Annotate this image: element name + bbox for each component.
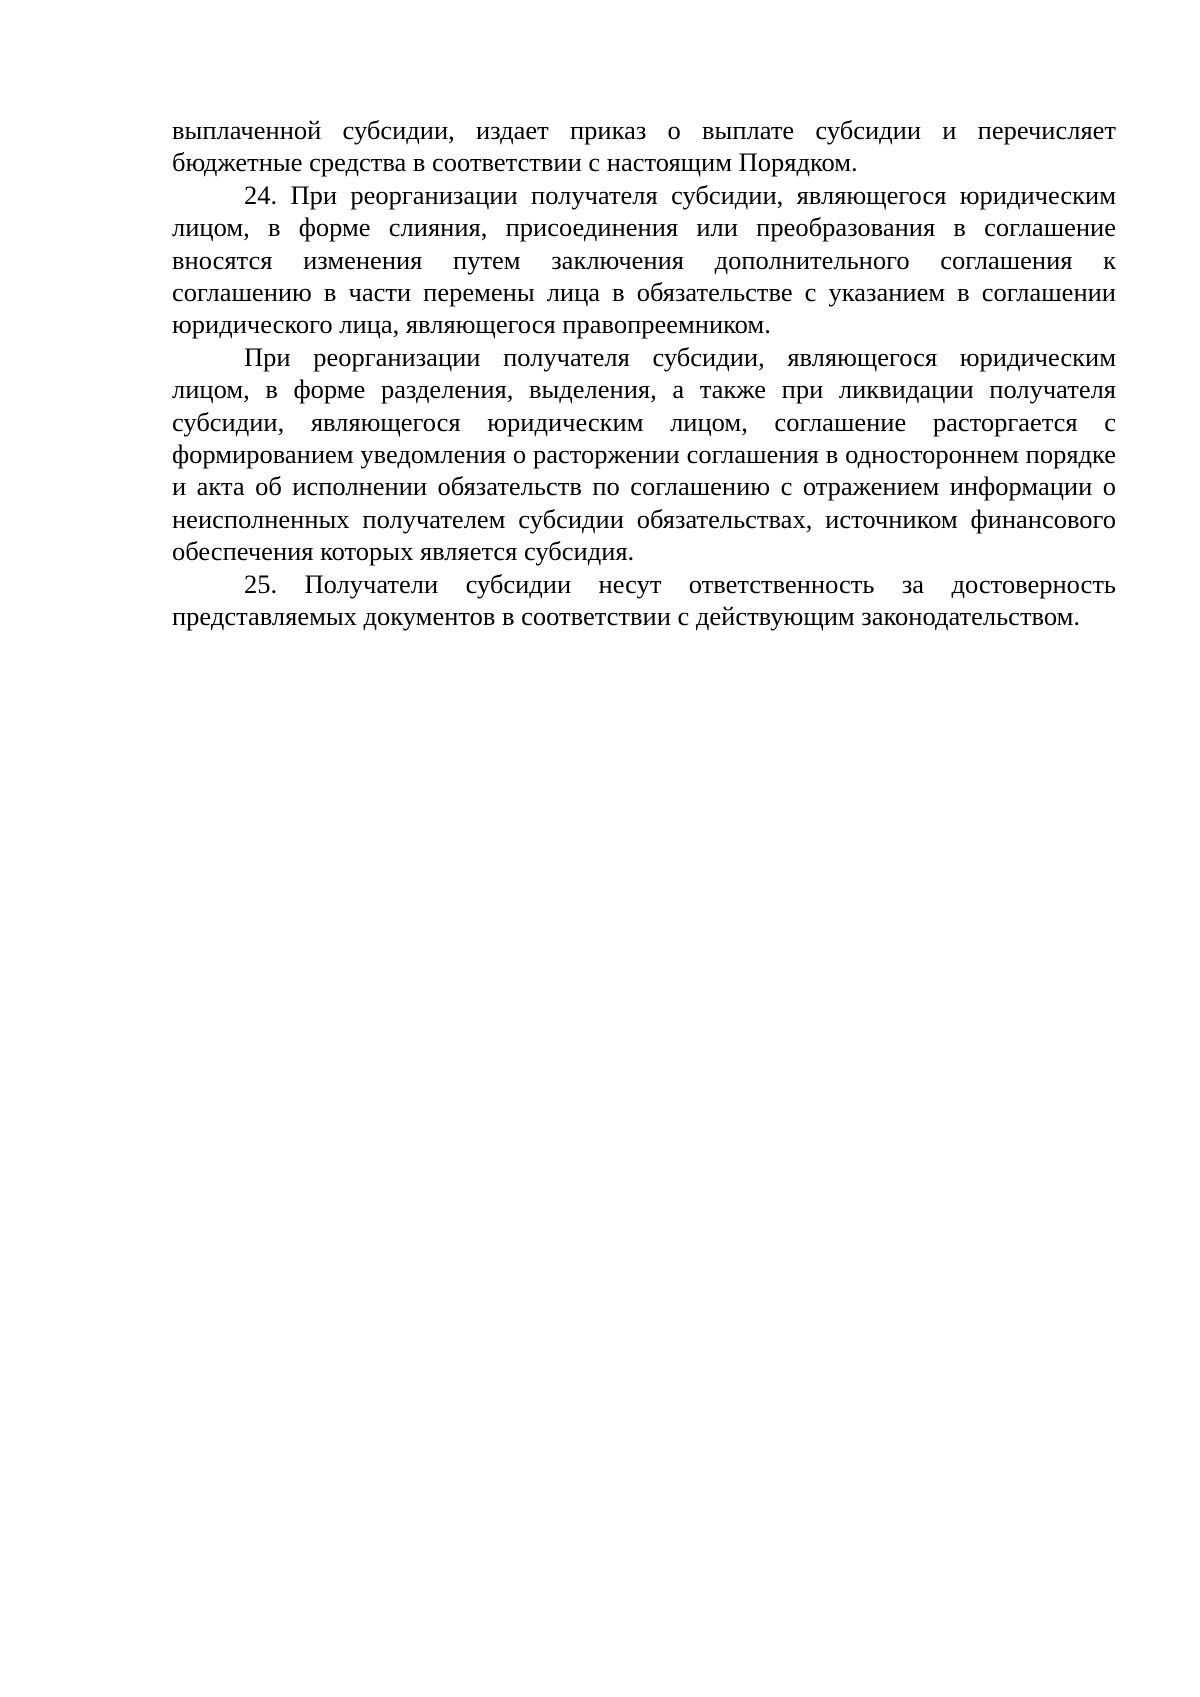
paragraph-item-24 — [172, 179, 1116, 341]
paragraph-text: При реорганизации получателя субсидии, являющегося юридическим лицом, в форме слияния, присоединения или преобразования в соглашение вносятся изменения путем заключения дополнительного соглашения к соглашению в части перемены лица в обязательстве с указанием в соглашении юридического лица, являющегося правопреемником. — [172, 179, 1116, 340]
paragraph-reorganization — [172, 341, 1116, 568]
document-body — [172, 114, 1116, 633]
paragraph-item-25 — [172, 568, 1116, 633]
paragraph-number: 24. — [244, 179, 278, 210]
paragraph-text: Получатели субсидии несут ответственность за достоверность представляемых документов в соответствии с действующим законодательством. — [172, 568, 1116, 632]
paragraph-number: 25. — [244, 568, 278, 599]
paragraph-continuation — [172, 114, 1116, 179]
paragraph-text: При реорганизации получателя субсидии, являющегося юридическим лицом, в форме разделения, выделения, а также при ликвидации получателя субсидии, являющегося юридическим лицом, соглашение расторгается с формированием уведомления о расторжении соглашения в одностороннем порядке и акта об исполнении обязательств по соглашению с отражением информации о неисполненных получателем субсидии обязательствах, источником финансового обеспечения которых является субсидия. — [172, 341, 1116, 567]
paragraph-text: выплаченной субсидии, издает приказ о выплате субсидии и перечисляет бюджетные средства в соответствии с настоящим Порядком. — [172, 115, 1116, 178]
